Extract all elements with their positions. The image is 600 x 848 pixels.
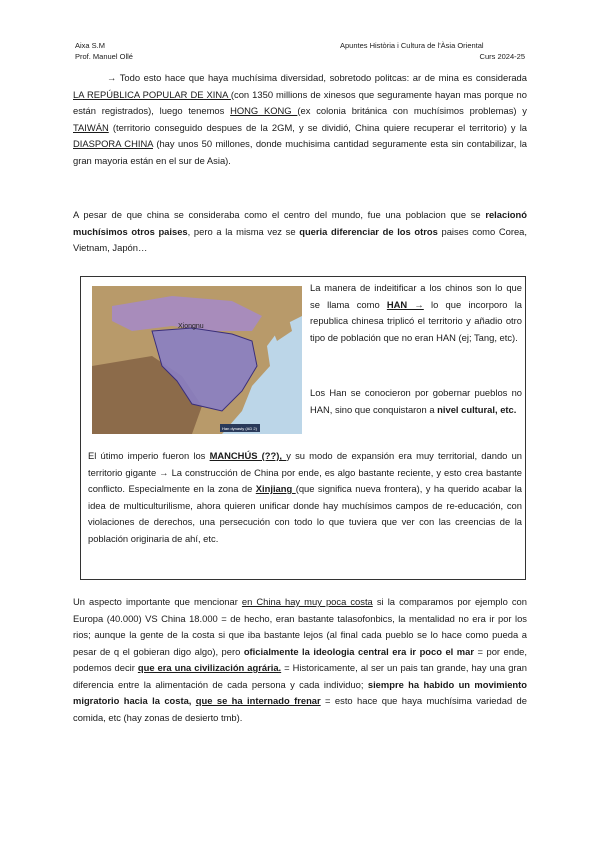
rpc-term: LA REPÚBLICA POPULAR DE XINA: [73, 88, 231, 100]
document-title: Apuntes Història i Cultura de l'Àsia Oriental: [340, 41, 484, 50]
author-name: Aixa S.M: [75, 41, 106, 50]
box-text-han: La manera de indeitificar a los chinos son lo que se llama como HAN → lo que incorporo la republica chinesa triplicó el territorio y añadio otro tipo de población que no eran HAN (ej; Tang, etc).: [310, 282, 522, 343]
course-year: Curs 2024-25: [479, 52, 525, 61]
professor-name: Prof. Manuel Ollé: [75, 52, 133, 61]
taiwan-term: TAIWÁN: [73, 121, 109, 133]
header-right: [340, 40, 525, 62]
header-left: [75, 40, 133, 62]
hongkong-term: HONG KONG: [230, 105, 298, 116]
paragraph-relations: A pesar de que china se consideraba como el centro del mundo, fue una poblacion que se relacionó muchísimos otros paises, pero a la misma vez se queria diferenciar de los otros paises como Corea, Vietnam, Japón…: [73, 209, 527, 253]
manchu-term: MANCHÚS (??),: [209, 450, 287, 461]
map-label-xiongnu: Xiongnu: [178, 323, 204, 330]
box-text-han-rule: Los Han se conocieron por gobernar pueblos no HAN, sino que conquistaron a nivel cultural, etc.: [310, 387, 522, 415]
diaspora-term: DIASPORA CHINA: [73, 138, 153, 149]
han-term: HAN →: [386, 298, 424, 310]
xinjiang-term: Xinjiang: [255, 483, 296, 494]
box-text-manchu: El útimo imperio fueron los MANCHÚS (??), y su modo de expansión era muy territorial, dando un territorio gigante → La construcción de China por ende, es algo bastante reciente, y esto crea bastante conflicto. Especialmente en la zona de Xinjiang (que significa nueva frontera), y ha querido acabar la idea de multiculturilisme, ahora quieren unificar donde hay muchísimos campos de re-educación, con violaciones de derechos, una persecución con todo lo que tuviera que ver con las creencias de la población originaria de ahí, etc.: [88, 450, 523, 544]
paragraph-coast: Un aspecto importante que mencionar en China hay muy poca costa si la comparamos por ejemplo con Europa (40.000) VS China 18.000 = de hecho, eran bastante talasofonbics, la mentalidad no era ir por los rios; aunque la gente de la costa si que iba bastante lejos (al final cada pueblo se lo hace como pueda a pesar de q el gobieran digo algo), pero oficialmente la ideologia central era ir poco el mar = por ende, podemos decir que era una civilización agrária. = Historicamente, al ser un pais tan grande, hay una gran diferencia entre la alimentación de cada persona y cada individuo; siempre ha habido un movimiento migratorio hacia la costa, que se ha internado frenar = esto hace que haya muchísima variedad de comida, etc (hay zonas de desierto tmb).: [73, 596, 528, 723]
paragraph-diversity: → Todo esto hace que haya muchísima diversidad, sobretodo politcas: ar de mina es considerada LA REPÚBLICA POPULAR DE XINA (con 1350 millions de xinesos que seguramente hayan mas porque no están registrados), luego tenemos HONG KONG (ex colonia británica con muchísimos problemas) y TAIWÁN (territorio conseguido despues de la 2GM, y se dividió, China quiere recuperar el territorio) y la DIASPORA CHINA (hay unos 50 millones, donde muchisima cantidad seguramente esta sin contabilizar, la gran mayoria están en el sur de Asia).: [73, 72, 528, 166]
map-label-han: Han dynasty (AD 2): [222, 426, 257, 431]
han-dynasty-map: [92, 286, 302, 434]
